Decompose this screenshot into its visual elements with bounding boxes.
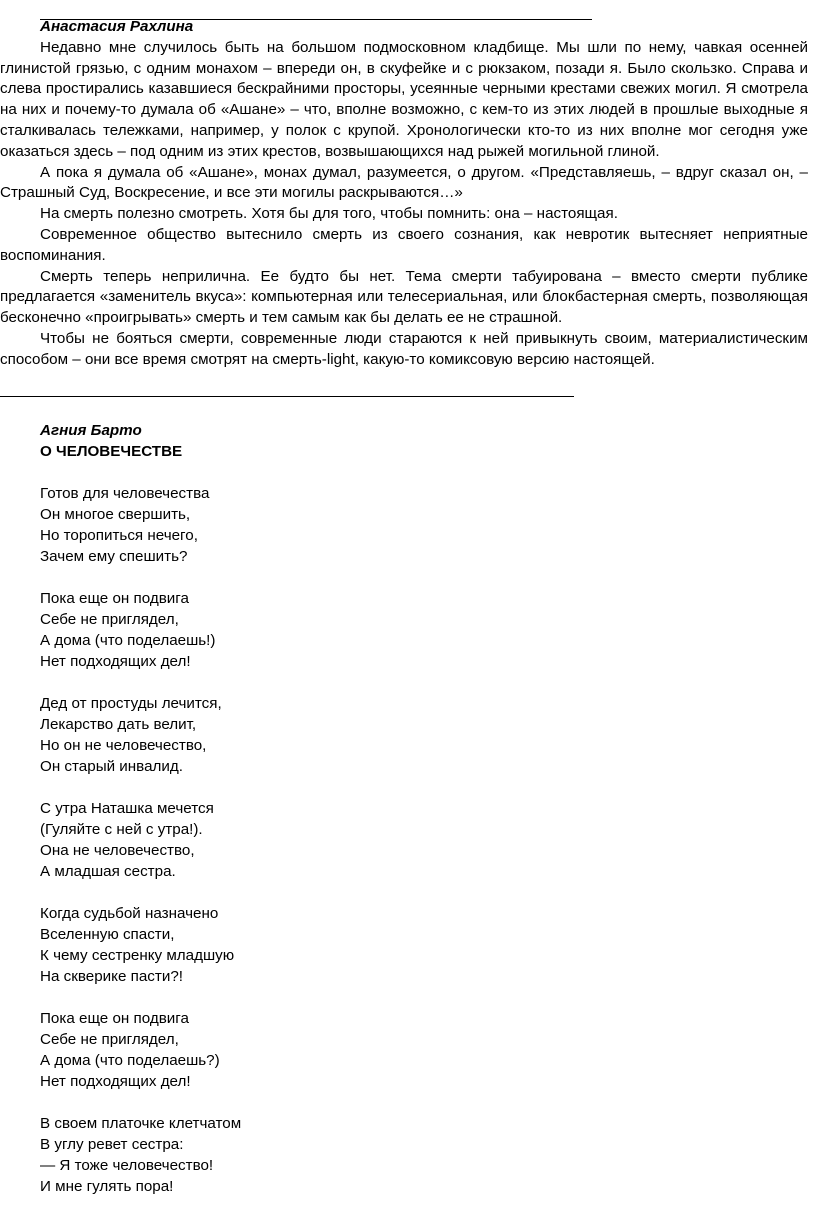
poem-line: Нет подходящих дел! <box>40 1073 191 1090</box>
poem-line: Но он не человечество, <box>40 737 207 754</box>
poem-line: К чему сестренку младшую <box>40 947 235 964</box>
poem-line: — Я тоже человечество! <box>40 1157 214 1174</box>
essay-paragraph: А пока я думала об «Ашане», монах думал, разумеется, о другом. «Представляешь, – вдруг сказал он, – Страшный Суд, Воскресение, и все эти могилы раскрываются…» <box>0 163 808 202</box>
poem-line: А дома (что поделаешь?) <box>40 1052 220 1069</box>
poem-line: (Гуляйте с ней с утра!). <box>40 821 203 838</box>
middle-divider <box>0 396 574 397</box>
essay-paragraph: На смерть полезно смотреть. Хотя бы для того, чтобы помнить: она – настоящая. <box>40 205 618 223</box>
poem-line: Он старый инвалид. <box>40 758 183 775</box>
poem-line: Себе не приглядел, <box>40 1031 179 1048</box>
poem-stanza <box>40 588 740 672</box>
poem-line: И мне гулять пора! <box>40 1178 174 1195</box>
poem-stanza <box>40 903 740 987</box>
poem-section <box>40 420 740 1218</box>
poem-line: На скверике пасти?! <box>40 968 183 985</box>
poem-line: Когда судьбой назначено <box>40 905 219 922</box>
essay-paragraph: Недавно мне случилось быть на большом подмосковном кладбище. Мы шли по нему, чавкая осенней глинистой грязью, с одним монахом – впереди он, в скуфейке и с рюкзаком, позади я. Было скользко. Справа и слева простирались казавшиеся бескрайними просторы, усеянные черными крестами свежих могил. Я смотрела на них и почему-то думала об «Ашане» – что, вполне возможно, с кем-то из этих людей в прошлые выходные я сталкивалась тележками, например, у полок с крупой. Хронологически кто-то из них вполне мог сегодня уже оказаться здесь – под одним из этих крестов, возвышающихся над рыжей могильной глиной. <box>0 38 808 160</box>
poem-stanza <box>40 1008 740 1092</box>
poem-stanza <box>40 693 740 777</box>
poem-line: Зачем ему спешить? <box>40 548 188 565</box>
poem-stanza <box>40 798 740 882</box>
poem-line: А младшая сестра. <box>40 863 176 880</box>
poem-title: О ЧЕЛОВЕЧЕСТВЕ <box>40 443 183 460</box>
poem-line: В углу ревет сестра: <box>40 1136 184 1153</box>
essay-author: Анастасия Рахлина <box>40 18 194 35</box>
poem-line: А дома (что поделаешь!) <box>40 632 216 649</box>
poem-line: Нет подходящих дел! <box>40 653 191 670</box>
essay-paragraph: Современное общество вытеснило смерть из своего сознания, как невротик вытесняет неприятные воспоминания. <box>0 225 808 264</box>
poem-line: Он многое свершить, <box>40 506 191 523</box>
poem-line: Пока еще он подвига <box>40 1010 189 1027</box>
poem-line: Вселенную спасти, <box>40 926 175 943</box>
poem-line: Лекарство дать велит, <box>40 716 197 733</box>
poem-stanza <box>40 1113 740 1197</box>
poem-line: Готов для человечества <box>40 485 210 502</box>
poem-line: С утра Наташка мечется <box>40 800 214 817</box>
poem-author: Агния Барто <box>40 422 142 439</box>
essay-section <box>0 17 808 371</box>
poem-line: Но торопиться нечего, <box>40 527 198 544</box>
poem-line: Себе не приглядел, <box>40 611 179 628</box>
poem-line: Она не человечество, <box>40 842 195 859</box>
poem-line: Дед от простуды лечится, <box>40 695 222 712</box>
poem-stanza <box>40 483 740 567</box>
essay-paragraph: Чтобы не бояться смерти, современные люди стараются к ней привыкнуть своим, материалистическим способом – они все время смотрят на смерть-light, какую-то комиксовую версию настоящей. <box>0 329 808 368</box>
poem-line: В своем платочке клетчатом <box>40 1115 242 1132</box>
poem-line: Пока еще он подвига <box>40 590 189 607</box>
essay-paragraph: Смерть теперь неприлична. Ее будто бы нет. Тема смерти табуирована – вместо смерти публике предлагается «заменитель вкуса»: компьютерная или телесериальная, или блокбастерная смерть, позволяющая бесконечно «проигрывать» смерть и тем самым как бы делать ее не страшной. <box>0 267 808 327</box>
